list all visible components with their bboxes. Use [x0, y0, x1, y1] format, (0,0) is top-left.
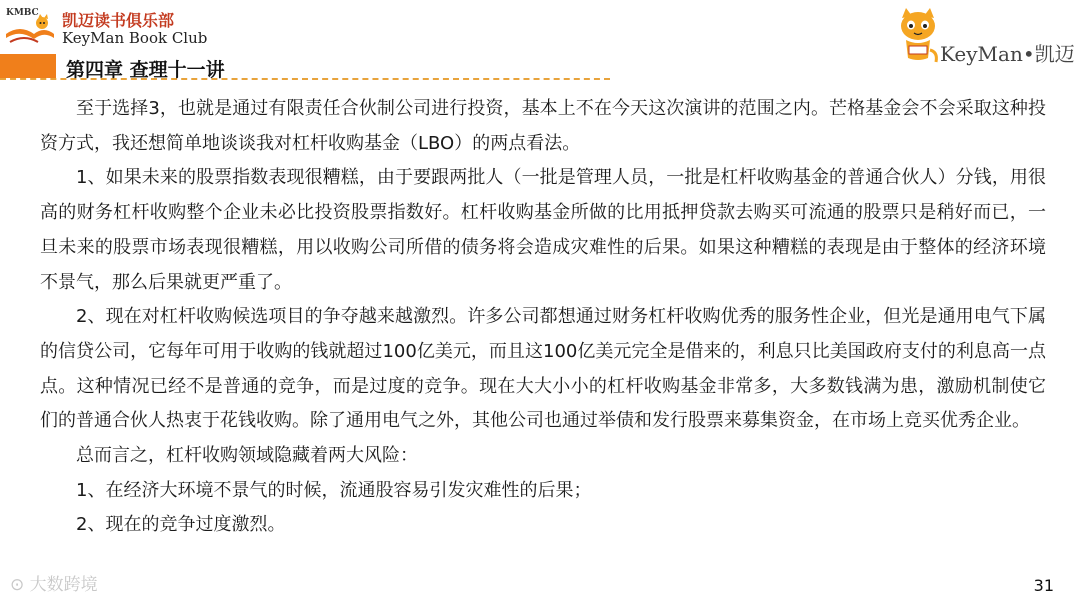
chapter-body [40, 92, 1046, 543]
keyman-cat-logo [896, 6, 940, 68]
paragraph-intro: 至于选择3，也就是通过有限责任合伙制公司进行投资，基本上不在今天这次演讲的范围之内。芒格基金会不会采取这种投资方式，我还想简单地谈谈我对杠杆收购基金（LBO）的两点看法。 [40, 98, 1046, 154]
paragraph-summary: 总而言之，杠杆收购领域隐藏着两大风险： [76, 445, 418, 467]
kmbc-logo [4, 4, 56, 48]
paragraph-point-1: 1、如果未来的股票指数表现很糟糕，由于要跟两批人（一批是管理人员，一批是杠杆收购基金的普通合伙人）分钱，用很高的财务杠杆收购整个企业未必比投资股票指数好。杠杆收购基金所做的比用抵押贷款去购买可流通的股票只是稍好而已，一旦未来的股票市场表现很糟糕，用以收购公司所借的债务将会造成灾难性的后果。如果这种糟糕的表现是由于整体的经济环境不景气，那么后果就更严重了。 [40, 167, 1046, 293]
chapter-bar [0, 54, 610, 80]
watermark [10, 570, 98, 595]
paragraph-risk-2: 2、现在的竞争过度激烈。 [76, 514, 286, 536]
keyman-brand-text: KeyMan•凯迈 [940, 42, 1075, 66]
brand-name-en: KeyMan Book Club [62, 29, 208, 47]
watermark-text: 大数跨境 [29, 575, 98, 595]
brand-name-cn: 凯迈读书俱乐部 [62, 11, 175, 30]
chapter-accent-block [0, 54, 56, 78]
paragraph-point-2: 2、现在对杠杆收购候选项目的争夺越来越激烈。许多公司都想通过财务杠杆收购优秀的服务性企业，但光是通用电气下属的信贷公司，它每年可用于收购的钱就超过100亿美元，而且这100亿美元完全是借来的，利息只比美国政府支付的利息高一点点。这种情况已经不是普通的竞争，而是过度的竞争。现在大大小小的杠杆收购基金非常多，大多数钱满为患，激励机制使它们的普通合伙人热衷于花钱收购。除了通用电气之外，其他公司也通过举债和发行股票来募集资金，在市场上竞买优秀企业。 [40, 306, 1046, 432]
logo-text: KMBC [6, 8, 39, 18]
watermark-icon: ⊙ [10, 575, 25, 595]
page-number: 31 [1033, 576, 1054, 595]
paragraph-risk-1: 1、在经济大环境不景气的时候，流通股容易引发灾难性的后果； [76, 479, 592, 501]
chapter-title: 第四章 查理十一讲 [66, 59, 225, 81]
